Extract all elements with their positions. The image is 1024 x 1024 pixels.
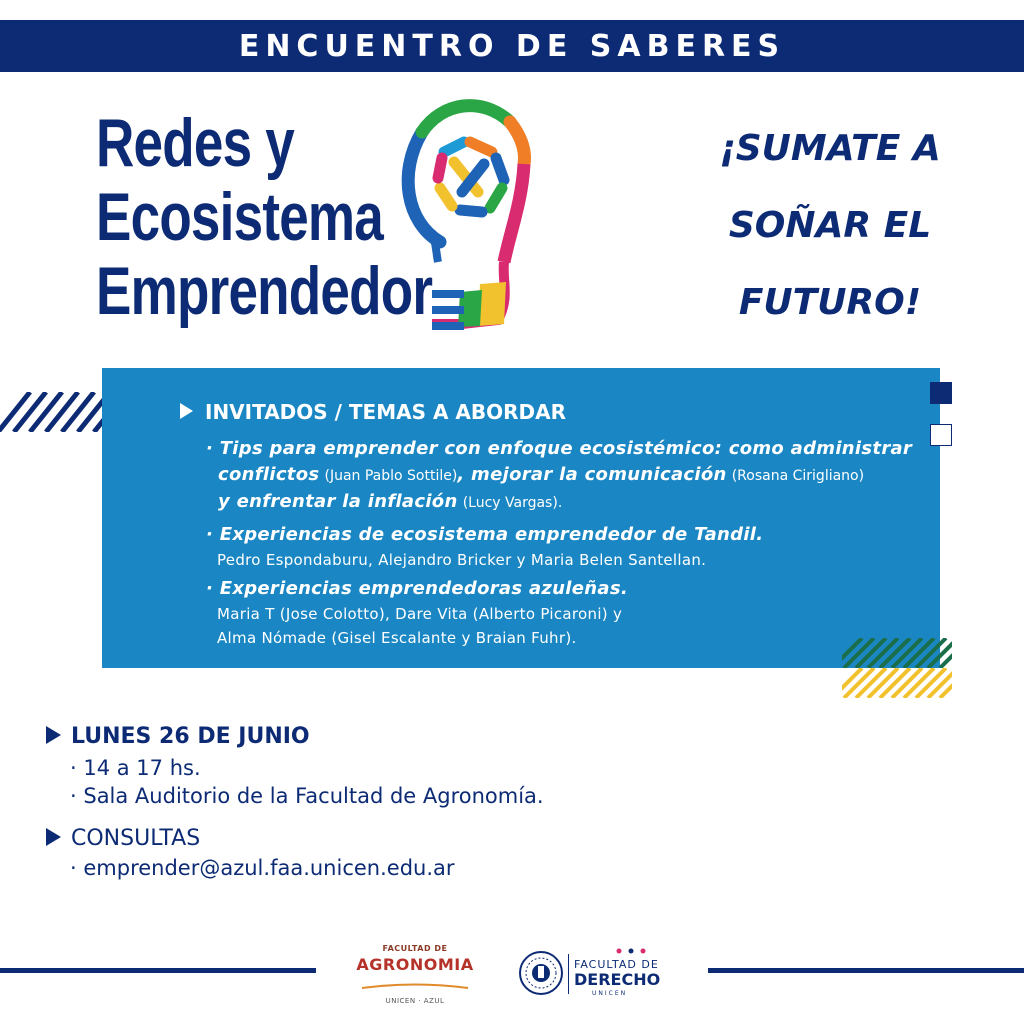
topic-item-3: · Experiencias emprendedoras azuleñas. Maria T (Jose Colotto), Dare Vita (Alberto Picaroni) y Alma Nómade (Gisel Escalante y Braian Fuhr).: [206, 576, 926, 650]
agronomia-logo-swoosh: [360, 983, 470, 989]
derecho-logo-top: FACULTAD DE: [574, 958, 659, 971]
university-seal-icon: [518, 950, 564, 996]
speaker-3: (Lucy Vargas): [462, 495, 558, 511]
title-line-3: Emprendedor: [96, 253, 433, 329]
guests-heading-text: INVITADOS / TEMAS A ABORDAR: [205, 400, 567, 424]
play-triangle-icon: [180, 403, 193, 419]
agronomia-logo-sub: UNICEN · AZUL: [385, 997, 445, 1005]
decorative-square-filled: [930, 382, 952, 404]
event-time: 14 a 17 hs.: [83, 756, 201, 780]
topic1-period: .: [557, 495, 563, 511]
event-time-line: · 14 a 17 hs.: [70, 756, 201, 780]
topic3-people-1: Maria T (Jose Colotto), Dare Vita (Alberto Picaroni) y: [217, 605, 623, 623]
logo-dots-icon: [616, 948, 646, 954]
logo-divider: [568, 954, 569, 994]
topic1-part3: , mejorar la comunicación: [457, 464, 727, 485]
title-line-1: Redes y: [96, 105, 294, 181]
topic3-people-2: Alma Nómade (Gisel Escalante y Braian Fuhr).: [217, 629, 577, 647]
contact-heading: [46, 826, 200, 851]
derecho-logo: [516, 944, 676, 1000]
footer-rule-right: [708, 968, 1024, 973]
contact-email: emprender@azul.faa.unicen.edu.ar: [83, 856, 455, 880]
topic-item-1: · Tips para emprender con enfoque ecosistémico: como administrar conflictos (Juan Pablo Sottile), mejorar la comunicación (Rosana Cirigliano) y enfrentar la inflación (Lucy Vargas).: [206, 438, 913, 512]
decorative-stripes-yellow: [842, 668, 952, 698]
topic1-part1: Tips para emprender con enfoque ecosistémico: como administrar: [219, 438, 913, 459]
contact-email-line: · emprender@azul.faa.unicen.edu.ar: [70, 856, 455, 880]
topic1-part2: conflictos: [218, 464, 320, 485]
slogan-line-3: FUTURO!: [738, 282, 922, 323]
event-title: [96, 106, 432, 328]
event-place: Sala Auditorio de la Facultad de Agronomía.: [83, 784, 544, 808]
topic-item-2: · Experiencias de ecosistema emprendedor de Tandil. Pedro Espondaburu, Alejandro Bricker y Maria Belen Santellan.: [206, 522, 926, 572]
topic1-part4: y enfrentar la inflación: [218, 491, 458, 512]
derecho-logo-main: DERECHO: [574, 970, 661, 989]
title-line-2: Ecosistema: [96, 179, 384, 255]
guests-heading: [180, 400, 566, 424]
top-banner: [0, 20, 1024, 72]
slogan: [700, 110, 960, 341]
footer-rule-left: [0, 968, 316, 973]
slogan-line-2: SOÑAR EL: [728, 205, 932, 246]
topic3-title: Experiencias emprendedoras azuleñas.: [219, 578, 628, 599]
agronomia-logo-main: AGRONOMIA: [356, 955, 474, 974]
agronomia-logo: [350, 944, 480, 1005]
speaker-1: (Juan Pablo Sottile): [324, 468, 458, 484]
agronomia-logo-top: FACULTAD DE: [382, 944, 448, 953]
decorative-square-outline: [930, 424, 952, 446]
contact-heading-text: CONSULTAS: [71, 826, 201, 851]
speaker-2: (Rosana Cirigliano): [731, 468, 865, 484]
event-date-heading: [46, 724, 310, 749]
topic2-people: Pedro Espondaburu, Alejandro Bricker y Maria Belen Santellan.: [217, 551, 707, 569]
topic2-title: Experiencias de ecosistema emprendedor de Tandil.: [219, 524, 764, 545]
banner-title: ENCUENTRO DE SABERES: [238, 28, 786, 64]
play-triangle-icon: [46, 828, 61, 846]
event-place-line: · Sala Auditorio de la Facultad de Agronomía.: [70, 784, 544, 808]
slogan-line-1: ¡SUMATE A: [719, 128, 941, 169]
derecho-logo-sub: UNICEN: [592, 990, 628, 997]
event-date: LUNES 26 DE JUNIO: [71, 724, 310, 749]
play-triangle-icon: [46, 726, 61, 744]
lightbulb-head-illustration: [392, 92, 532, 332]
